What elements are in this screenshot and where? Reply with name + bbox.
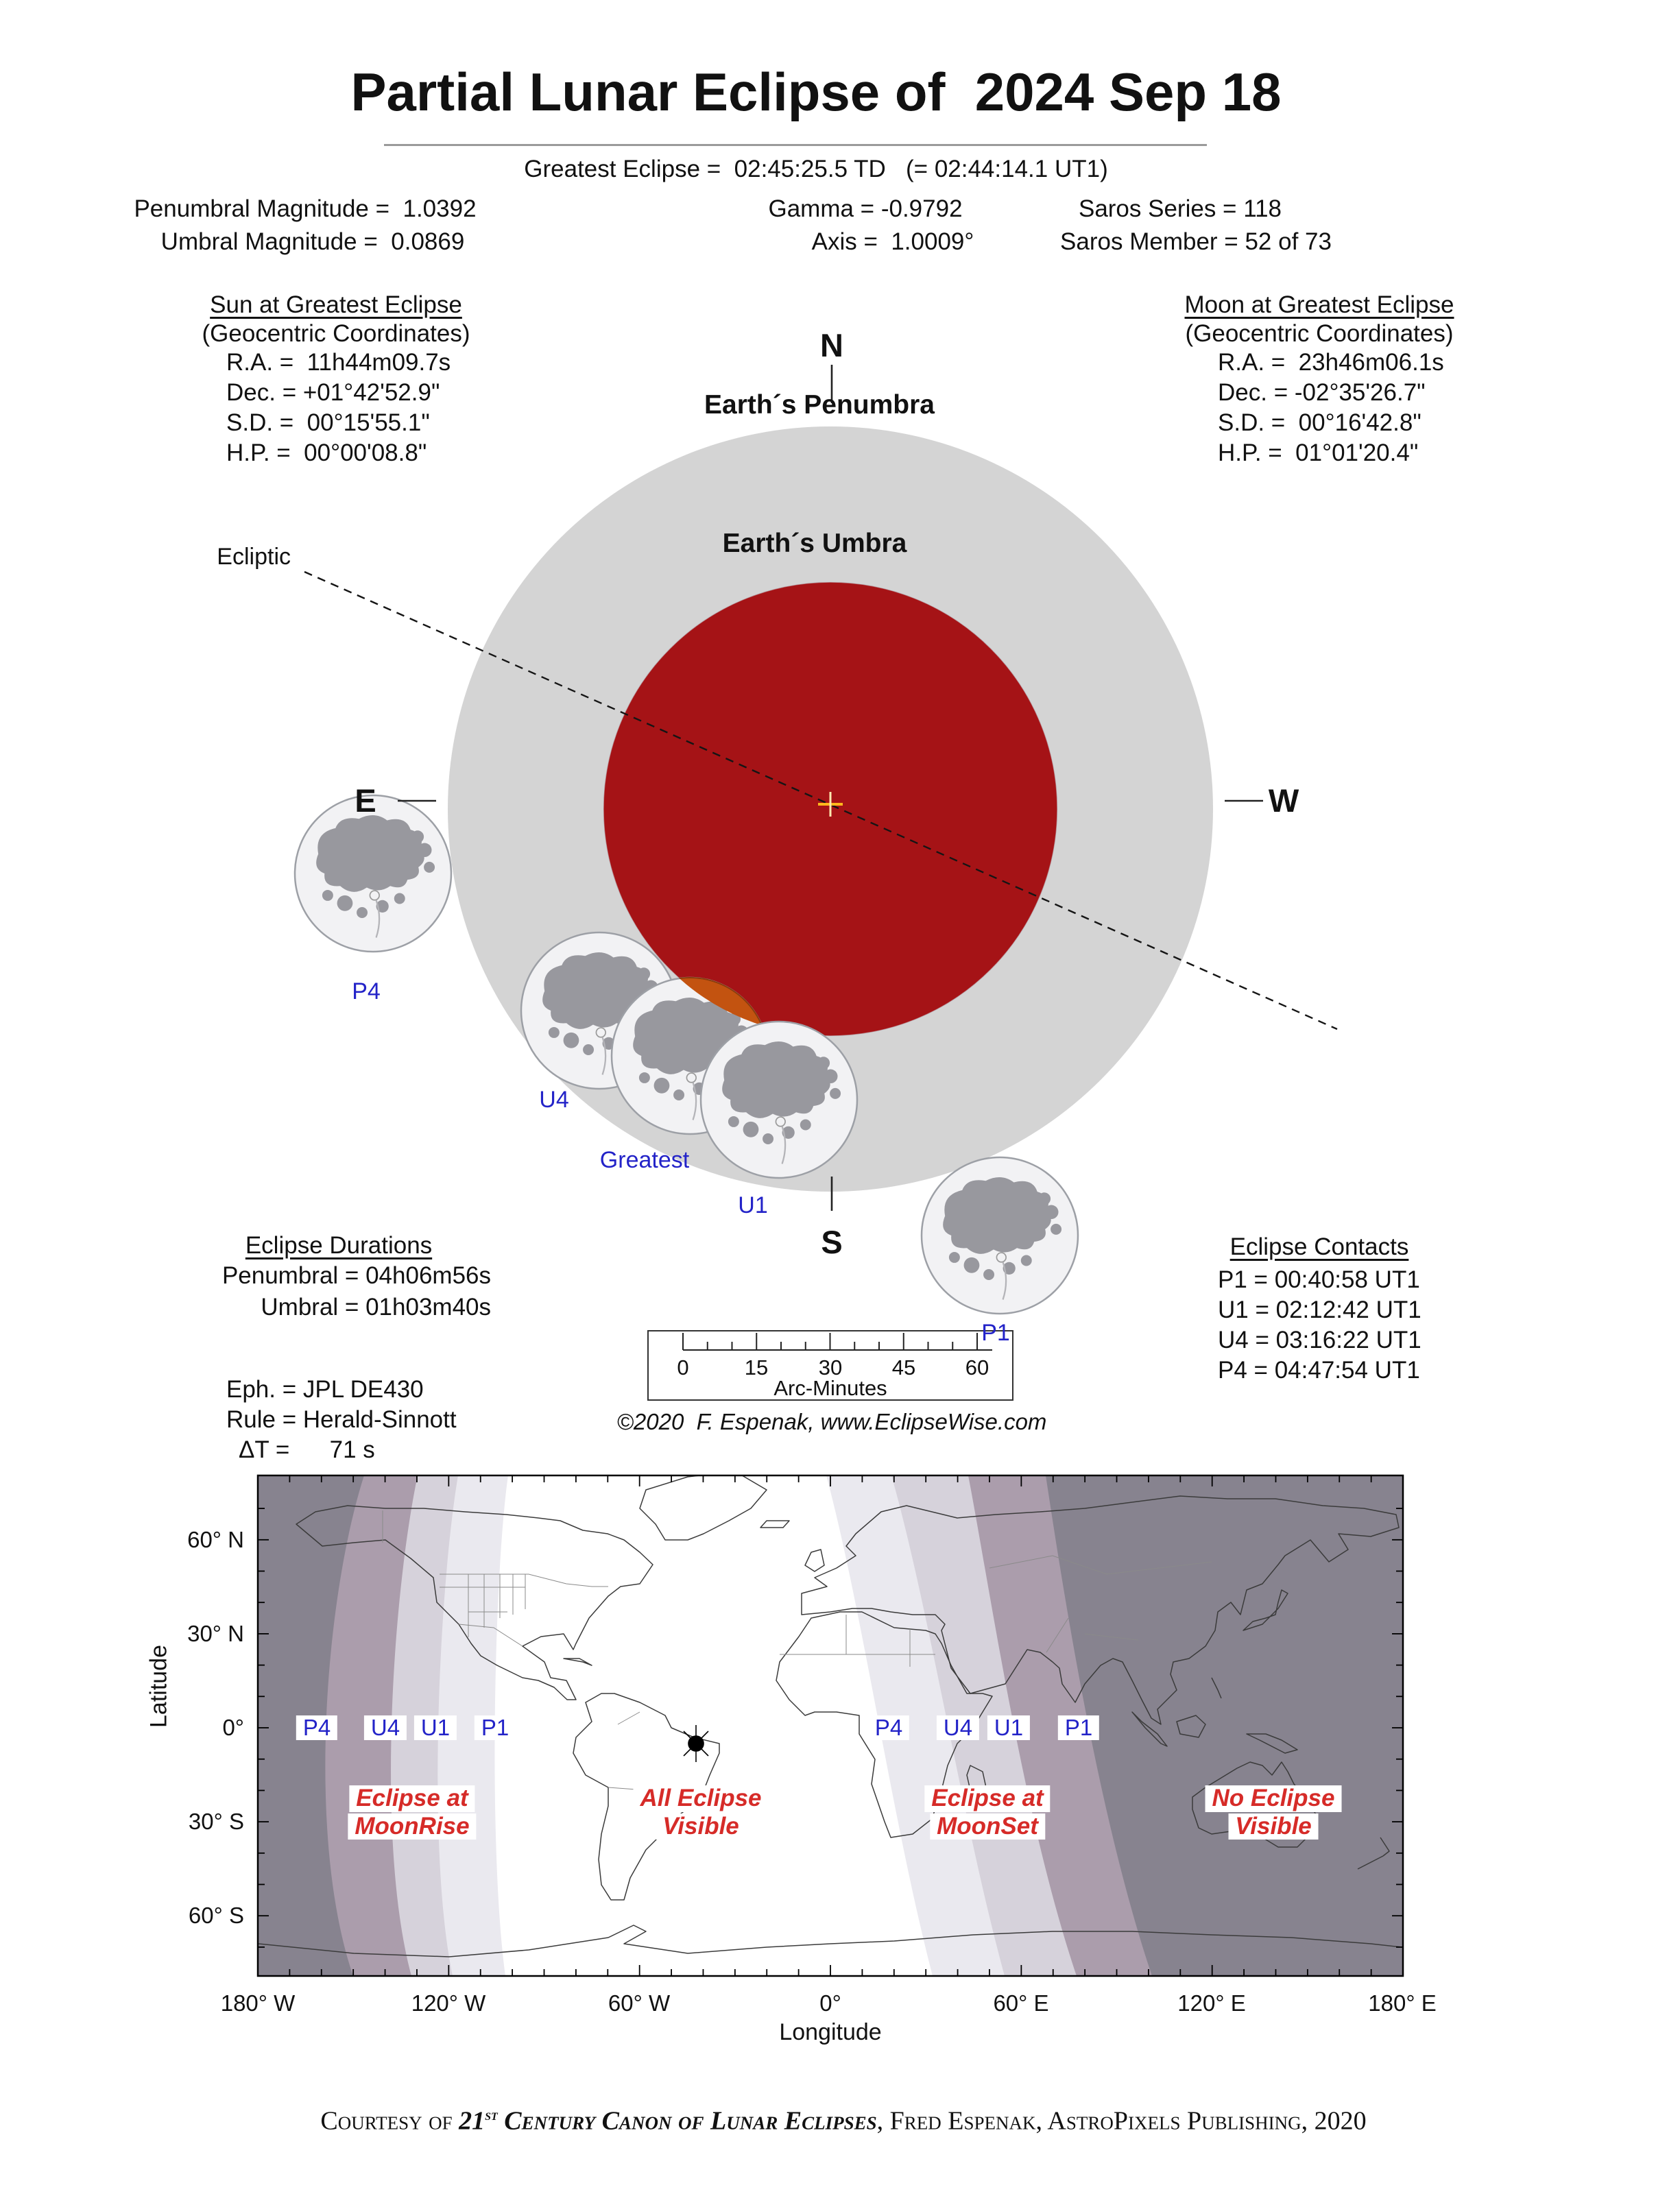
lat-60s: 60° S: [188, 1903, 244, 1928]
region-moonrise-line2: MoonRise: [348, 1813, 476, 1840]
scale-unit-label: Arc-Minutes: [773, 1376, 887, 1400]
moon-dec: Dec. = -02°35'26.7": [1218, 379, 1426, 406]
moon-ra: R.A. = 23h46m06.1s: [1218, 349, 1444, 376]
region-label-no-eclipse: [1205, 1785, 1342, 1840]
map-east-u4: U4: [937, 1715, 979, 1740]
region-moonset-line2: MoonSet: [930, 1813, 1045, 1840]
map-xlabel: Longitude: [779, 2019, 882, 2045]
west-label: W: [1268, 782, 1299, 819]
moon-u1: [701, 1022, 857, 1178]
contact-p1-time: P1 = 00:40:58 UT1: [1218, 1266, 1420, 1293]
scale-tick-60: 60: [965, 1355, 989, 1379]
map-east-p4: P4: [868, 1715, 909, 1740]
region-label-moonset: [924, 1785, 1050, 1840]
contact-label-greatest: Greatest: [599, 1147, 690, 1173]
region-moonset-line1: Eclipse at: [924, 1785, 1050, 1812]
footer-book-title: Century Canon of Lunar Eclipses: [497, 2106, 877, 2136]
credit-line: ©2020 F. Espenak, www.EclipseWise.com: [616, 1409, 1047, 1434]
map-west-p4: P4: [296, 1715, 337, 1740]
map-west-u1: U1: [414, 1715, 457, 1740]
stat-gamma: Gamma = -0.9792: [768, 195, 963, 222]
moon-block-title: Moon at Greatest Eclipse: [1184, 291, 1454, 318]
lon-120e: 120° E: [1177, 1990, 1246, 2016]
lon-60w: 60° W: [608, 1990, 671, 2016]
map-ylabel: Latitude: [145, 1645, 172, 1728]
lat-30n: 30° N: [187, 1621, 244, 1646]
sun-hp: H.P. = 00°00'08.8": [226, 439, 427, 466]
duration-umbral: Umbral = 01h03m40s: [261, 1294, 491, 1321]
lon-120w: 120° W: [411, 1990, 486, 2016]
stat-penumbral-magnitude: Penumbral Magnitude = 1.0392: [134, 195, 477, 222]
footer-credit: [294, 2077, 1366, 2165]
rule-line: Rule = Herald-Sinnott: [226, 1406, 457, 1433]
moon-block-subtitle: (Geocentric Coordinates): [1185, 320, 1454, 347]
page-title: Partial Lunar Eclipse of 2024 Sep 18: [350, 62, 1282, 122]
south-label: S: [821, 1224, 843, 1260]
scale-tick-30: 30: [818, 1355, 843, 1379]
contact-p4-time: P4 = 04:47:54 UT1: [1218, 1357, 1420, 1384]
north-label: N: [820, 327, 843, 363]
contacts-title: Eclipse Contacts: [1229, 1233, 1409, 1260]
east-label: E: [355, 782, 376, 819]
contact-label-u1: U1: [738, 1192, 768, 1218]
contact-u1-time: U1 = 02:12:42 UT1: [1218, 1297, 1421, 1323]
footer-book-number: 21: [459, 2106, 485, 2136]
map-west-u4: U4: [364, 1715, 407, 1740]
footer-rest: , Fred Espenak, AstroPixels Publishing, 2020: [876, 2106, 1367, 2136]
contact-u4-time: U4 = 03:16:22 UT1: [1218, 1327, 1421, 1353]
scale-tick-15: 15: [744, 1355, 769, 1379]
stat-saros-member: Saros Member = 52 of 73: [1060, 228, 1332, 255]
stat-axis: Axis = 1.0009°: [811, 228, 974, 255]
ecliptic-label: Ecliptic: [217, 544, 291, 570]
sun-dec: Dec. = +01°42'52.9": [226, 379, 440, 406]
map-east-u1: U1: [987, 1715, 1030, 1740]
lon-60e: 60° E: [993, 1990, 1049, 2016]
durations-title: Eclipse Durations: [245, 1232, 433, 1259]
moon-hp: H.P. = 01°01'20.4": [1218, 439, 1419, 466]
contact-label-p4: P4: [352, 978, 381, 1004]
region-all-visible-line2: Visible: [656, 1813, 746, 1840]
sun-ra: R.A. = 11h44m09.7s: [226, 349, 451, 376]
moon-p4: [295, 795, 451, 952]
scale-tick-45: 45: [891, 1355, 916, 1379]
penumbra-label: Earth´s Penumbra: [704, 390, 935, 420]
footer-prefix: Courtesy of: [320, 2106, 459, 2136]
ephemeris-line: Eph. = JPL DE430: [226, 1376, 424, 1403]
footer-ordinal: st: [485, 2106, 498, 2123]
greatest-eclipse-line: Greatest Eclipse = 02:45:25.5 TD (= 02:44:14.1 UT1): [524, 156, 1108, 182]
delta-t-line: ΔT = 71 s: [239, 1436, 375, 1463]
duration-penumbral: Penumbral = 04h06m56s: [221, 1262, 491, 1289]
moon-sd: S.D. = 00°16'42.8": [1218, 409, 1421, 436]
map-west-p1: P1: [475, 1715, 516, 1740]
contact-label-p1: P1: [981, 1320, 1010, 1346]
region-moonrise-line1: Eclipse at: [349, 1785, 475, 1812]
region-no-eclipse-line2: Visible: [1228, 1813, 1319, 1840]
lat-30s: 30° S: [188, 1809, 244, 1834]
region-all-visible-line1: All Eclipse: [633, 1785, 768, 1812]
lat-0: 0°: [222, 1715, 244, 1740]
moon-p1: [922, 1157, 1078, 1314]
lon-180e: 180° E: [1368, 1990, 1437, 2016]
region-no-eclipse-line1: No Eclipse: [1205, 1785, 1342, 1812]
stat-umbral-magnitude: Umbral Magnitude = 0.0869: [160, 228, 465, 255]
lon-180w: 180° W: [220, 1990, 296, 2016]
title-rule: [384, 144, 1207, 146]
lat-60n: 60° N: [187, 1527, 244, 1552]
map-east-p1: P1: [1058, 1715, 1099, 1740]
sun-block-subtitle: (Geocentric Coordinates): [202, 320, 470, 347]
region-label-moonrise: [348, 1785, 476, 1840]
umbra-label: Earth´s Umbra: [722, 529, 907, 558]
contact-label-u4: U4: [539, 1087, 569, 1113]
sun-sd: S.D. = 00°15'55.1": [226, 409, 430, 436]
sun-block-title: Sun at Greatest Eclipse: [210, 291, 462, 318]
scale-tick-0: 0: [677, 1355, 689, 1379]
lon-0: 0°: [819, 1990, 841, 2016]
stat-saros-series: Saros Series = 118: [1078, 195, 1282, 222]
region-label-all-visible: [633, 1785, 768, 1840]
